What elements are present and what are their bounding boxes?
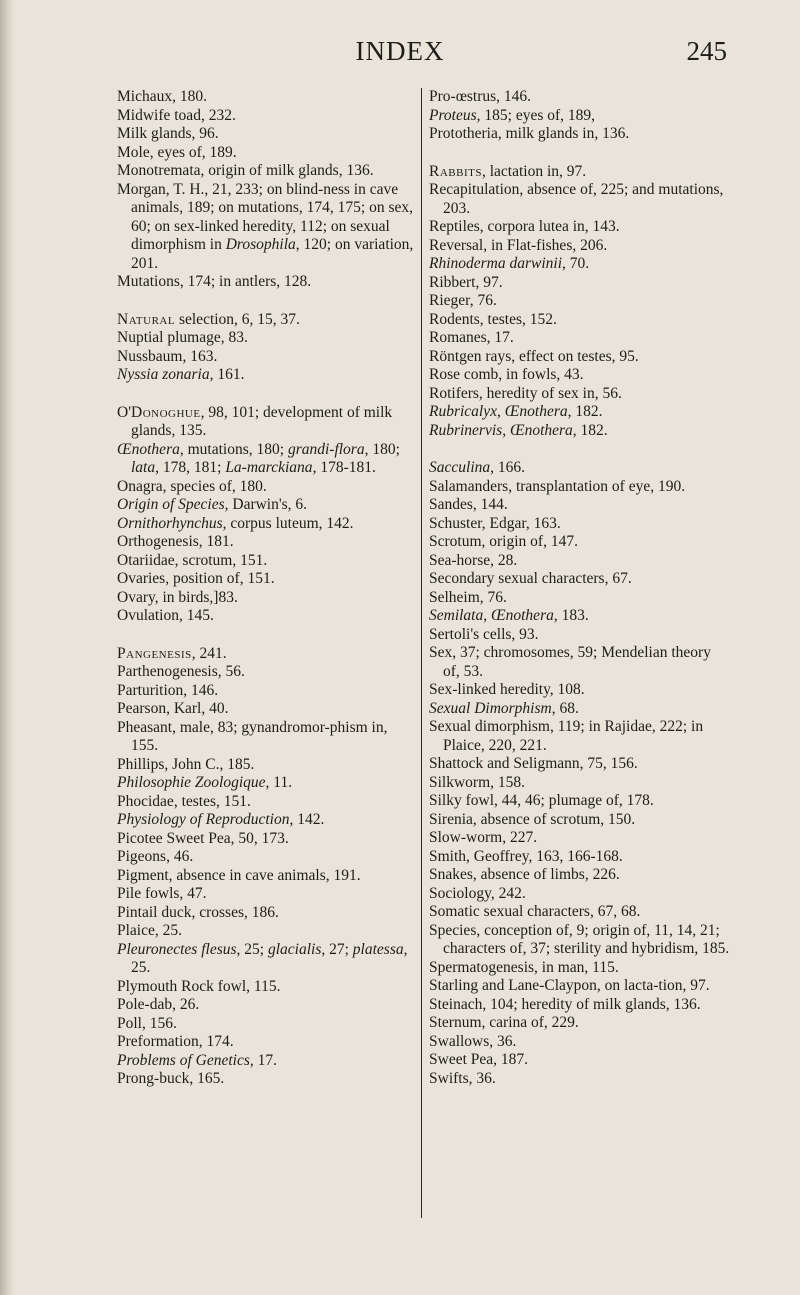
index-entry: Ovaries, position of, 151. xyxy=(117,570,275,587)
index-entry: Nyssia zonaria, 161. xyxy=(117,366,245,383)
index-entry: Mole, eyes of, 189. xyxy=(117,143,237,161)
index-entry: Sex, 37; chromosomes, 59; Mendelian theory of, 53. xyxy=(429,644,711,680)
section-gap xyxy=(117,292,417,311)
index-entry: Pole-dab, 26. xyxy=(117,996,200,1013)
index-entry: Ornithorhynchus, corpus luteum, 142. xyxy=(117,514,354,532)
index-entry: Parthenogenesis, 56. xyxy=(117,663,245,680)
index-entry: Steinach, 104; heredity of milk glands, 136. xyxy=(429,995,701,1013)
index-entry: Midwife toad, 232. xyxy=(117,106,236,124)
section-gap xyxy=(117,626,417,645)
index-entry: Œnothera, mutations, 180; grandi-flora, 180; lata, 178, 181; La-marckiana, 178-181. xyxy=(117,440,400,476)
index-entry: Monotremata, origin of milk glands, 136. xyxy=(117,162,374,179)
index-entry: Physiology of Reproduction, 142. xyxy=(117,811,325,828)
index-entry: Pile fowls, 47. xyxy=(117,885,207,902)
index-entry: Philosophie Zoologique, 11. xyxy=(117,774,293,791)
page-title: INDEX xyxy=(355,36,445,66)
index-entry: Silky fowl, 44, 46; plumage of, 178. xyxy=(429,792,654,809)
index-entry: Pearson, Karl, 40. xyxy=(117,700,229,717)
index-entry: Sweet Pea, 187. xyxy=(429,1051,529,1068)
index-entry: Somatic sexual characters, 67, 68. xyxy=(429,903,641,920)
index-entry: Species, conception of, 9; origin of, 11, 14, 21; characters of, 37; sterility and hybridism, 185. xyxy=(429,921,730,957)
index-entry: Rotifers, heredity of sex in, 56. xyxy=(429,384,622,402)
index-entry: Michaux, 180. xyxy=(117,88,207,105)
section-gap xyxy=(429,440,731,459)
index-entry: Pleuronectes flesus, 25; glacialis, 27; platessa, 25. xyxy=(117,940,408,976)
index-entry: Pintail duck, crosses, 186. xyxy=(117,903,279,921)
index-entry: Pigment, absence in cave animals, 191. xyxy=(117,866,361,884)
book-spine-shadow xyxy=(0,0,14,1295)
index-entry: Milk glands, 96. xyxy=(117,125,219,142)
index-entry: Snakes, absence of limbs, 226. xyxy=(429,866,620,883)
index-entry: Origin of Species, Darwin's, 6. xyxy=(117,496,308,513)
index-entry: Shattock and Seligmann, 75, 156. xyxy=(429,755,638,772)
index-entry: Plymouth Rock fowl, 115. xyxy=(117,977,281,995)
index-entry: Proteus, 185; eyes of, 189, xyxy=(429,106,596,124)
index-entry: Problems of Genetics, 17. xyxy=(117,1051,277,1069)
page-header xyxy=(0,36,800,76)
column-divider xyxy=(421,88,422,1218)
index-entry: Nussbaum, 163. xyxy=(117,347,218,365)
index-column-left xyxy=(117,88,417,1089)
index-entry: Sociology, 242. xyxy=(429,884,526,902)
index-entry: Recapitulation, absence of, 225; and mutations, 203. xyxy=(429,181,724,217)
index-entry: Preformation, 174. xyxy=(117,1033,234,1050)
index-entry: Slow-worm, 227. xyxy=(429,829,538,846)
index-entry: Secondary sexual characters, 67. xyxy=(429,570,632,587)
index-entry: O'Donoghue, 98, 101; development of milk glands, 135. xyxy=(117,403,393,439)
index-entry: Plaice, 25. xyxy=(117,922,182,939)
index-entry: Sandes, 144. xyxy=(429,496,508,513)
index-entry: Sex-linked heredity, 108. xyxy=(429,681,585,698)
index-entry: Salamanders, transplantation of eye, 190. xyxy=(429,477,686,495)
index-entry: Ovary, in birds,]83. xyxy=(117,588,238,606)
index-entry: Rubricalyx, Œnothera, 182. xyxy=(429,403,603,420)
index-entry: Spermatogenesis, in man, 115. xyxy=(429,958,619,976)
index-entry: Sexual Dimorphism, 68. xyxy=(429,699,579,717)
index-entry: Rodents, testes, 152. xyxy=(429,310,557,328)
index-entry: Pheasant, male, 83; gynandromor-phism in, 155. xyxy=(117,718,388,754)
section-gap xyxy=(429,144,731,163)
index-entry: Starling and Lane-Claypon, on lacta-tion, 97. xyxy=(429,977,710,994)
section-gap xyxy=(117,385,417,404)
index-entry: Ovulation, 145. xyxy=(117,607,214,624)
page-number: 245 xyxy=(686,36,727,66)
index-entry: Orthogenesis, 181. xyxy=(117,533,234,550)
index-entry: Reptiles, corpora lutea in, 143. xyxy=(429,218,620,235)
index-entry: Rhinoderma darwinii, 70. xyxy=(429,255,590,272)
index-entry: Pro-œstrus, 146. xyxy=(429,88,532,105)
index-entry: Rose comb, in fowls, 43. xyxy=(429,366,584,383)
index-entry: Natural selection, 6, 15, 37. xyxy=(117,310,300,328)
index-entry: Sacculina, 166. xyxy=(429,459,525,476)
index-entry: Morgan, T. H., 21, 233; on blind-ness in cave animals, 189; on mutations, 174, 175; on sex, 60; on sex-linked heredity, 112; on sexual dimorphism in Drosophila, 120; on variation, 201. xyxy=(117,180,414,272)
index-entry: Prototheria, milk glands in, 136. xyxy=(429,125,630,142)
index-entry: Picotee Sweet Pea, 50, 173. xyxy=(117,829,289,847)
index-entry: Parturition, 146. xyxy=(117,681,219,699)
index-entry: Nuptial plumage, 83. xyxy=(117,329,248,346)
index-entry: Pangenesis, 241. xyxy=(117,644,227,662)
index-entry: Scrotum, origin of, 147. xyxy=(429,533,578,550)
index-entry: Mutations, 174; in antlers, 128. xyxy=(117,273,312,290)
index-column-right xyxy=(429,88,731,1088)
index-entry: Rieger, 76. xyxy=(429,292,497,309)
index-entry: Smith, Geoffrey, 163, 166-168. xyxy=(429,847,623,865)
index-entry: Selheim, 76. xyxy=(429,588,507,606)
index-entry: Sertoli's cells, 93. xyxy=(429,625,539,643)
index-entry: Schuster, Edgar, 163. xyxy=(429,514,561,532)
index-entry: Romanes, 17. xyxy=(429,329,514,346)
index-entry: Swallows, 36. xyxy=(429,1032,517,1050)
index-entry: Poll, 156. xyxy=(117,1014,177,1032)
index-entry: Prong-buck, 165. xyxy=(117,1070,225,1087)
index-entry: Semilata, Œnothera, 183. xyxy=(429,607,589,624)
index-entry: Ribbert, 97. xyxy=(429,273,503,291)
index-entry: Röntgen rays, effect on testes, 95. xyxy=(429,347,639,365)
index-entry: Sexual dimorphism, 119; in Rajidae, 222; in Plaice, 220, 221. xyxy=(429,718,704,754)
index-entry: Phillips, John C., 185. xyxy=(117,755,255,773)
index-entry: Onagra, species of, 180. xyxy=(117,477,267,495)
index-entry: Otariidae, scrotum, 151. xyxy=(117,551,268,569)
index-entry: Rubrinervis, Œnothera, 182. xyxy=(429,421,608,439)
index-entry: Sirenia, absence of scrotum, 150. xyxy=(429,810,636,828)
index-entry: Phocidae, testes, 151. xyxy=(117,792,251,810)
index-entry: Rabbits, lactation in, 97. xyxy=(429,162,587,180)
index-entry: Silkworm, 158. xyxy=(429,773,526,791)
index-entry: Sternum, carina of, 229. xyxy=(429,1014,579,1031)
index-entry: Reversal, in Flat-fishes, 206. xyxy=(429,236,608,254)
index-entry: Pigeons, 46. xyxy=(117,848,194,865)
index-entry: Swifts, 36. xyxy=(429,1069,496,1087)
index-entry: Sea-horse, 28. xyxy=(429,551,518,569)
